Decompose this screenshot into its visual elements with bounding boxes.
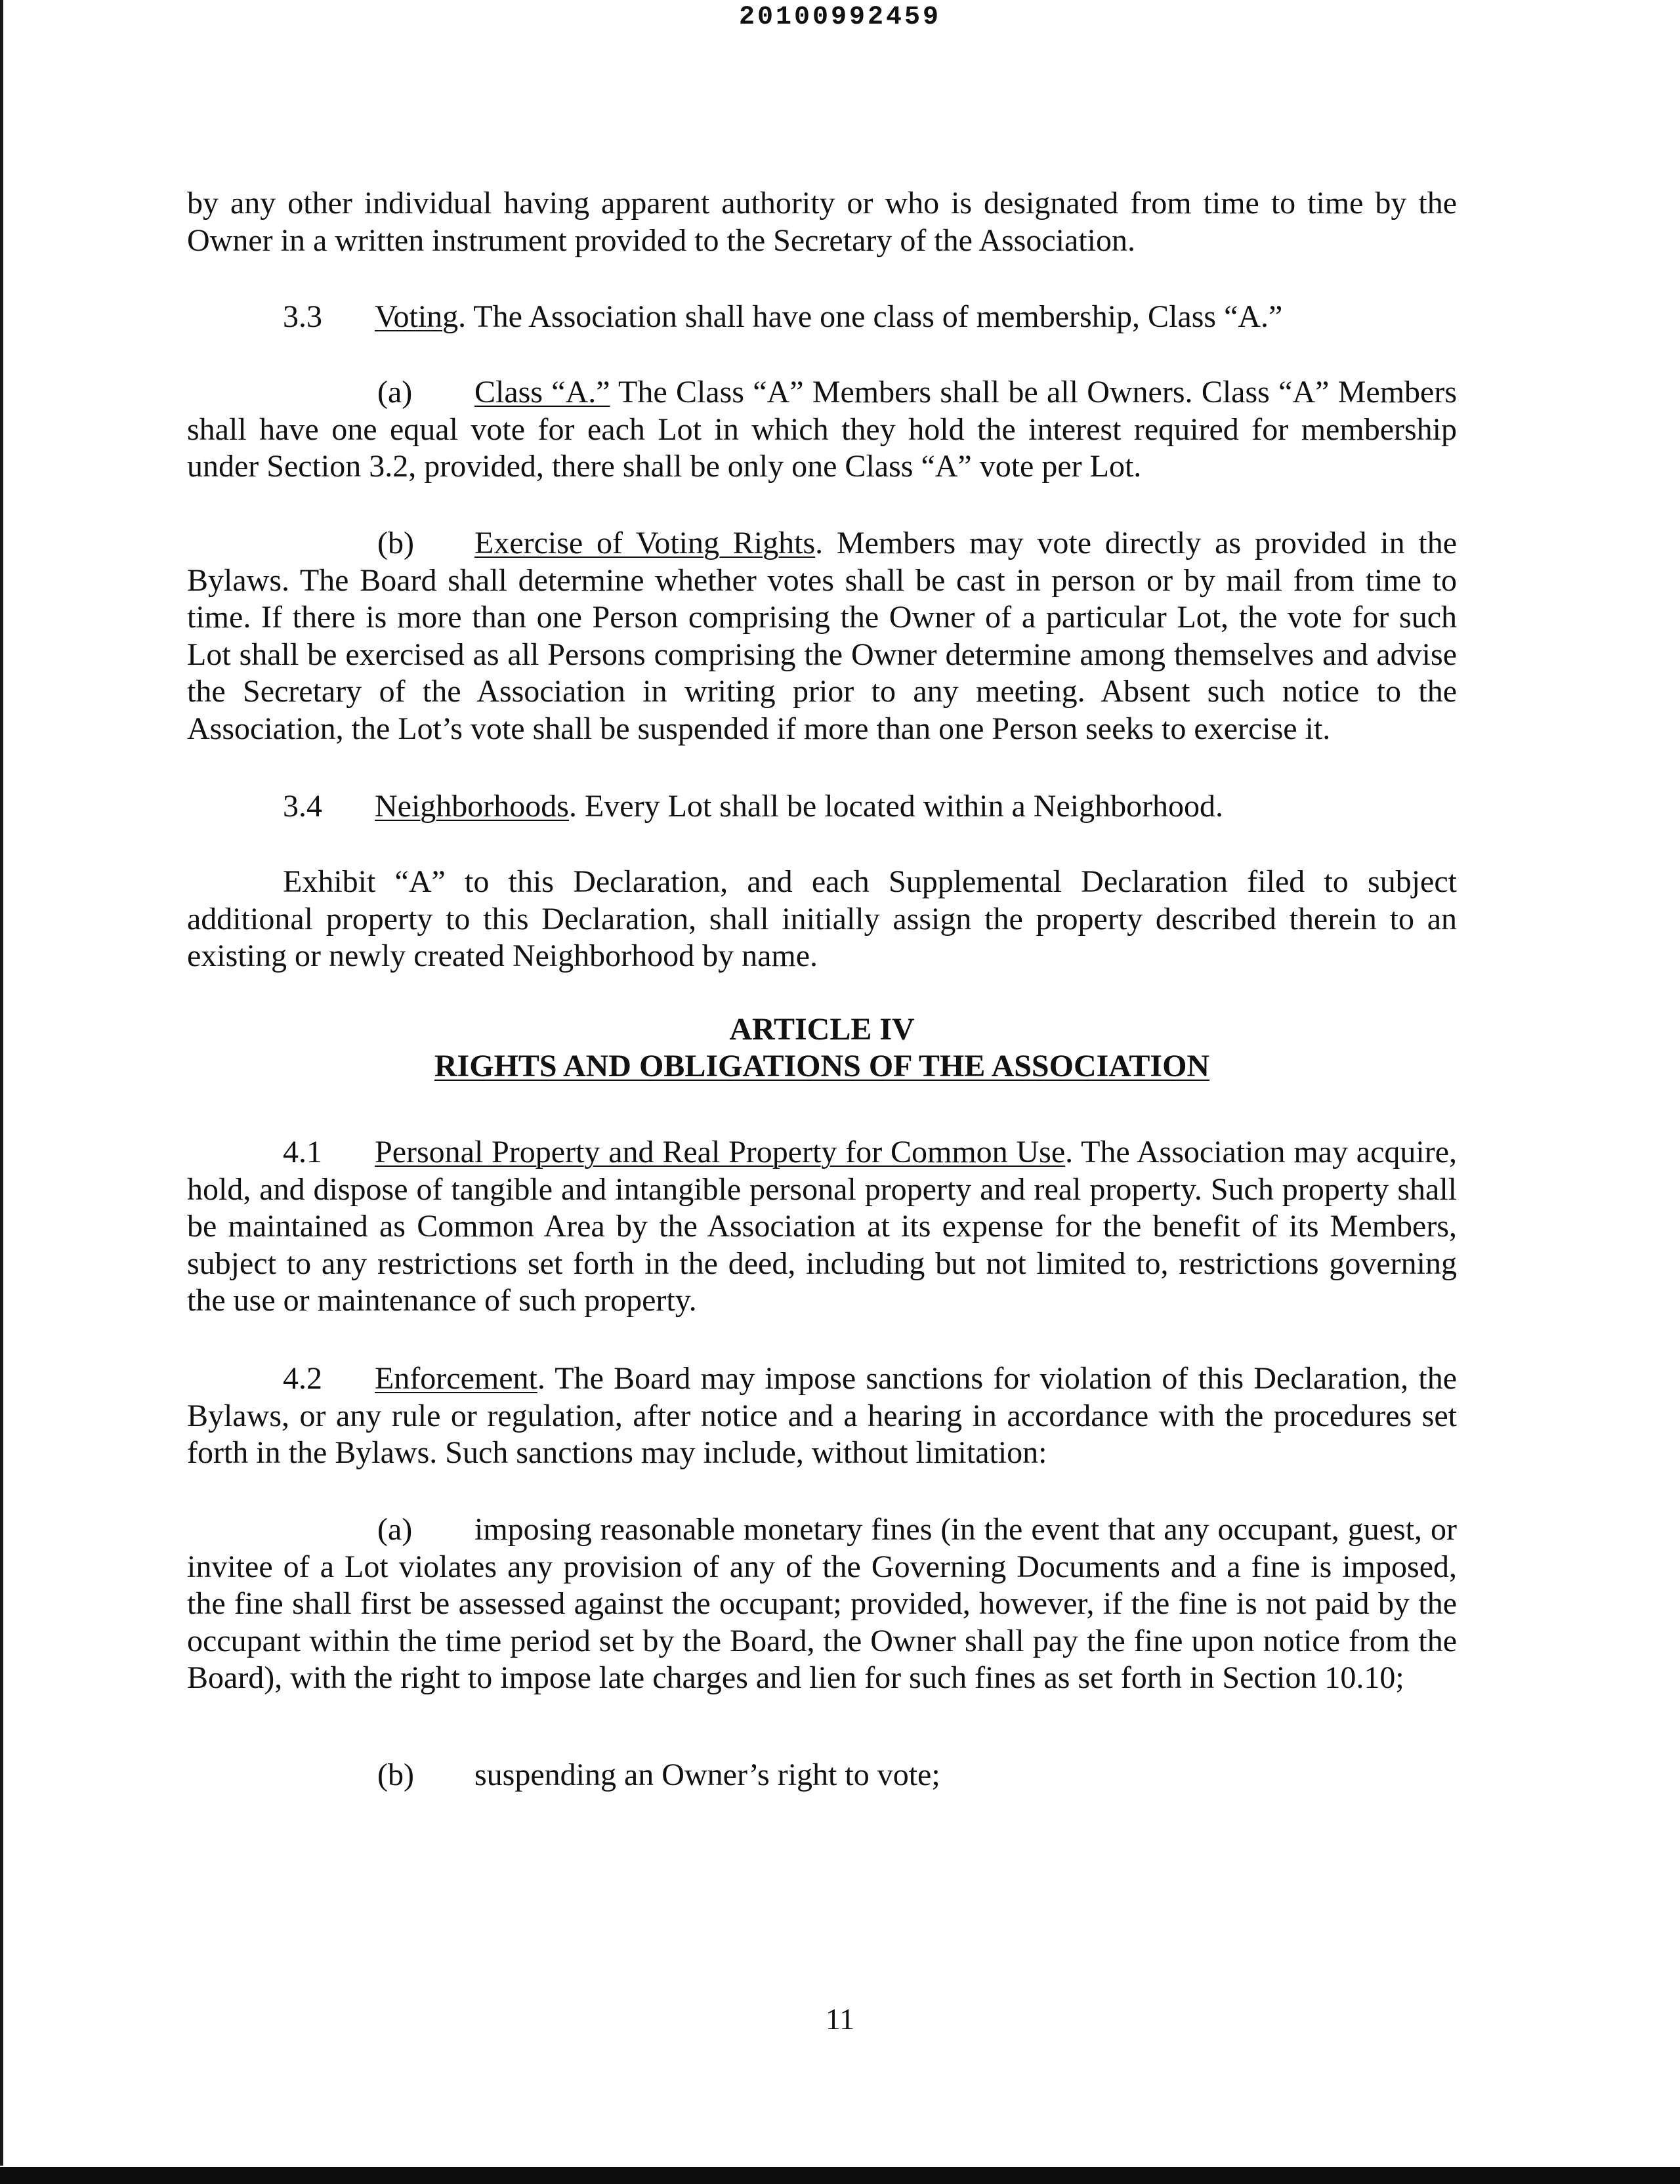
subsection-heading: Exercise of Voting Rights (474, 526, 816, 560)
section-heading: Enforcement (375, 1361, 537, 1396)
section-3-4 (187, 788, 1457, 826)
subsection-number: (b) (377, 1757, 414, 1792)
section-text: . Every Lot shall be located within a Neighborhood. (568, 789, 1224, 824)
subsection-number: (a) (377, 375, 413, 410)
section-heading: Voting (375, 299, 459, 334)
section-3-3-b (187, 525, 1457, 747)
section-4-1 (187, 1134, 1457, 1320)
section-number: 3.3 (283, 299, 322, 334)
article-number: ARTICLE IV (729, 1012, 915, 1047)
article-title-text: RIGHTS AND OBLIGATIONS OF THE ASSOCIATION (434, 1049, 1210, 1083)
section-number: 4.1 (283, 1135, 322, 1169)
subsection-text: The Class “A” Members shall be all Owners. Class “A” Members shall have one equal vote for each Lot in which they hold the interest required for membership under Section 3.2, provided, there shall be only one Class “A” vote per Lot. (187, 375, 1457, 484)
subsection-text: imposing reasonable monetary fines (in the event that any occupant, guest, or invitee of a Lot violates any provision of any of the Governing Documents and a fine is imposed, the fine shall first be assessed against the occupant; provided, however, if the fine is not paid by the occupant within the time period set by the Board, the Owner shall pay the fine upon notice from the Board), with the right to impose late charges and lien for such fines as set forth in Section 10.10; (187, 1512, 1457, 1695)
exhibit-paragraph: Exhibit “A” to this Declaration, and each Supplemental Declaration filed to subject additional property to this Declaration, shall initially assign the property described therein to an existing or newly created Neighborhood by name. (187, 864, 1457, 973)
section-4-2-b (187, 1757, 1457, 1794)
section-3-3 (187, 299, 1457, 336)
scan-left-border (0, 0, 3, 2166)
section-4-2 (187, 1360, 1457, 1472)
subsection-number: (b) (377, 526, 414, 560)
section-text: . The Association may acquire, hold, and dispose of tangible and intangible personal property and real property. Such property shall be maintained as Common Area by the Association at its expense for the benefit of its Members, subject to any restrictions set forth in the deed, including but not limited to, restrictions governing the use or maintenance of such property. (187, 1135, 1458, 1318)
section-number: 3.4 (283, 789, 322, 824)
section-text: . The Board may impose sanctions for violation of this Declaration, the Bylaws, or any rule or regulation, after notice and a hearing in accordance with the procedures set forth in the Bylaws. Such sanctions may include, without limitation: (187, 1361, 1457, 1470)
intro-paragraph: by any other individual having apparent authority or who is designated from time to time by the Owner in a written instrument provided to the Secretary of the Association. (187, 186, 1457, 258)
document-number: 20100992459 (738, 3, 942, 32)
scan-bottom-border (0, 2167, 1680, 2184)
section-text: . The Association shall have one class of membership, Class “A.” (458, 299, 1283, 334)
subsection-number: (a) (377, 1512, 413, 1547)
section-3-3-a (187, 374, 1457, 486)
subsection-heading: Class “A.” (474, 375, 610, 410)
subsection-text: . Members may vote directly as provided in the Bylaws. The Board shall determine whether votes shall be cast in person or by mail from time to time. If there is more than one Person comprising the Owner of a particular Lot, the vote for such Lot shall be exercised as all Persons comprising the Owner determine among themselves and advise the Secretary of the Association in writing prior to any meeting. Absent such notice to the Association, the Lot’s vote shall be suspended if more than one Person seeks to exercise it. (187, 526, 1457, 746)
page-number: 11 (825, 2002, 855, 2036)
subsection-text: suspending an Owner’s right to vote; (474, 1757, 940, 1792)
section-heading: Neighborhoods (375, 789, 569, 824)
section-number: 4.2 (283, 1361, 322, 1396)
article-title (187, 1048, 1457, 1085)
section-heading: Personal Property and Real Property for Common Use (375, 1135, 1066, 1169)
section-4-2-a (187, 1511, 1457, 1697)
